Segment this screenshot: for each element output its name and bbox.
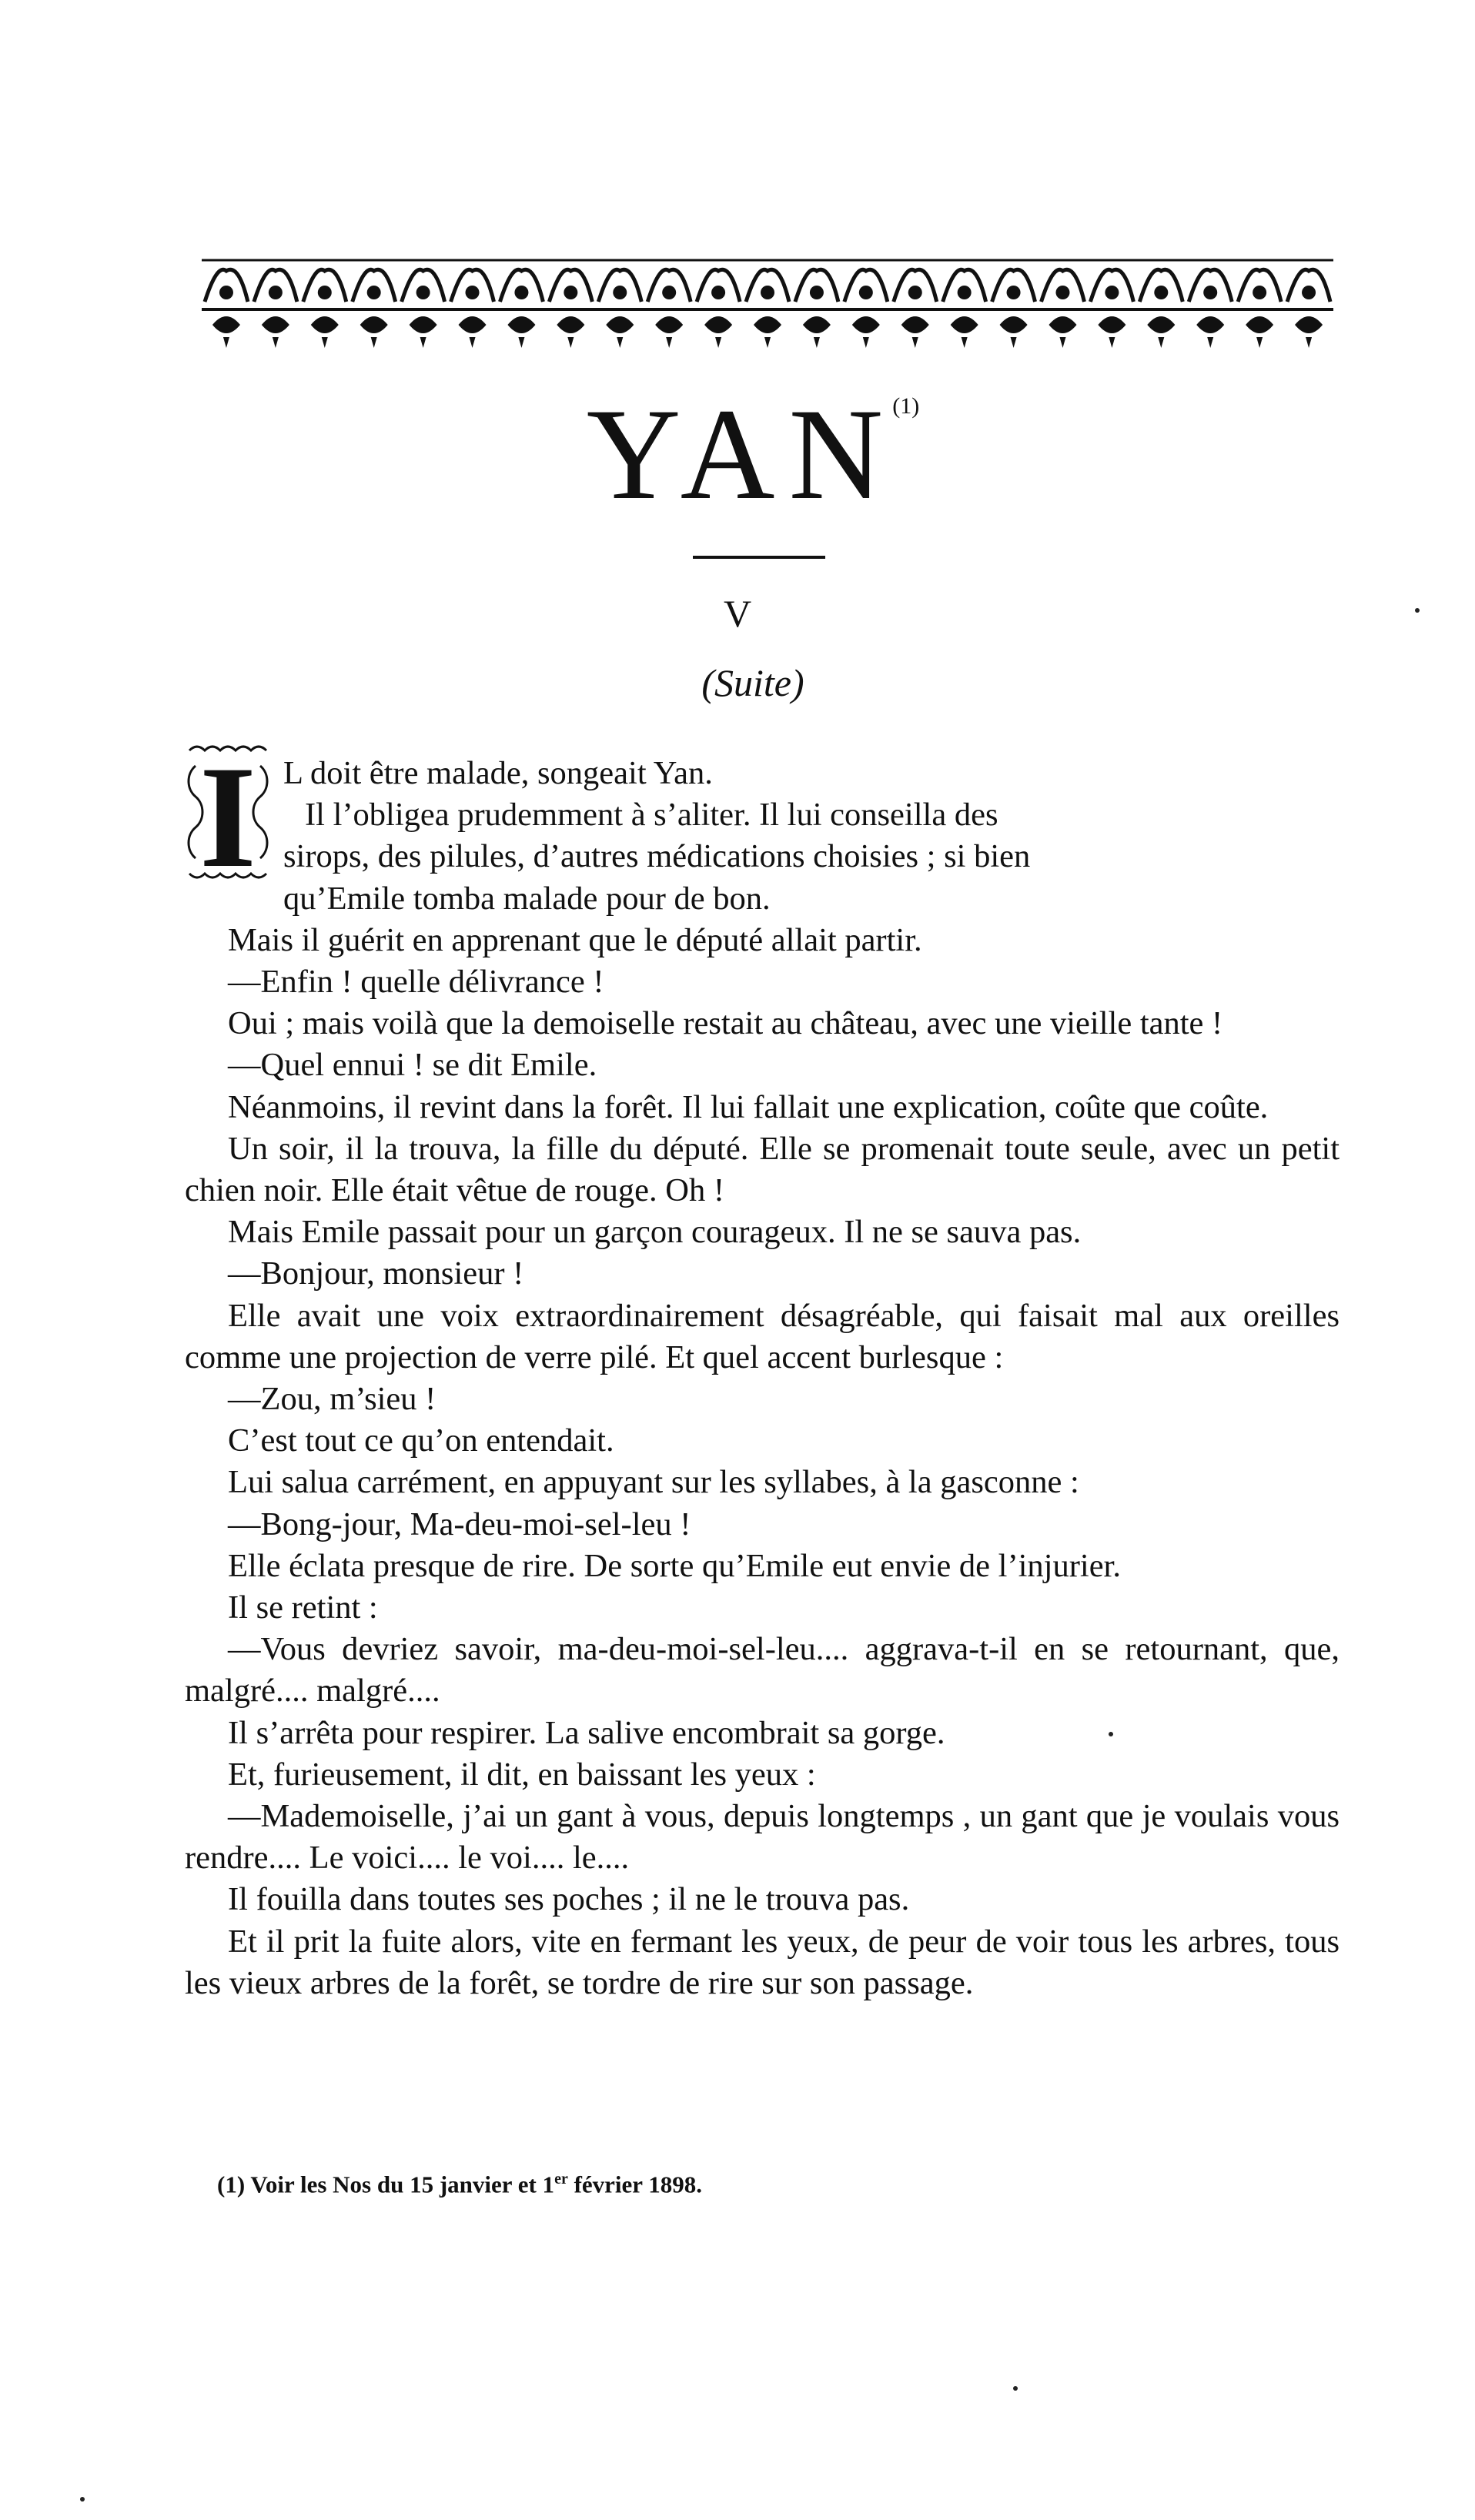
print-speck <box>80 2497 85 2502</box>
ornament-bead <box>416 286 430 299</box>
ornament-bead <box>219 286 233 299</box>
ornament-leaf <box>754 316 781 348</box>
ornament-bead <box>1007 286 1021 299</box>
print-speck <box>1013 2386 1018 2391</box>
paragraph: sirops, des pilules, d’autres médications choisies ; si bien <box>283 838 1031 875</box>
paragraph: Lui salua carrément, en appuyant sur les syllabes, à la gasconne : <box>228 1464 1079 1501</box>
chapter-number: V <box>723 592 752 635</box>
ornament-leaf <box>852 316 880 348</box>
paragraph: —Enfin ! quelle délivrance ! <box>228 964 604 1001</box>
ornament-bead <box>564 286 577 299</box>
ornament-leaf <box>360 316 388 348</box>
paragraph: Mais Emile passait pour un garçon courageux. Il ne se sauva pas. <box>228 1214 1082 1251</box>
footnote-text-end: février 1898. <box>567 2171 702 2198</box>
ornament-leaf <box>557 316 584 348</box>
footnote-text: Voir les Nos du 15 janvier et 1 <box>250 2171 555 2198</box>
paragraph: Néanmoins, il revint dans la forêt. Il lui fallait une explication, coûte que coûte. <box>228 1088 1269 1125</box>
ornament-leaf <box>410 316 437 348</box>
paragraph: Il l’obligea prudemment à s’aliter. Il lui conseilla des <box>305 797 998 834</box>
ornament-leaf <box>1295 316 1323 348</box>
paragraph: Mais il guérit en apprenant que le député allait partir. <box>228 921 922 958</box>
ornament-leaf <box>704 316 732 348</box>
ornament-leaf <box>311 316 339 348</box>
ornament-bead <box>810 286 824 299</box>
paragraph: —Mademoiselle, j’ai un gant à vous, depuis longtemps , un gant que je voulais vous rendre.... Le voici.... le voi.... le.... <box>185 1798 1340 1877</box>
ornament-leaf <box>1196 316 1224 348</box>
footnote-superscript: er <box>554 2171 568 2187</box>
ornament-bead <box>711 286 725 299</box>
title-divider <box>693 556 825 559</box>
ornament-bead <box>1154 286 1168 299</box>
paragraph: qu’Emile tomba malade pour de bon. <box>283 880 771 917</box>
page-title <box>0 382 1475 526</box>
ornament-leaf <box>1246 316 1273 348</box>
ornament-bead <box>1055 286 1069 299</box>
footnote-mark: (1) <box>217 2171 246 2198</box>
footnote <box>217 2171 702 2198</box>
ornament-leaf <box>507 316 535 348</box>
ornament-bead <box>1302 286 1316 299</box>
title-footnote-mark: (1) <box>892 393 920 419</box>
ornament-leaf <box>459 316 487 348</box>
print-speck <box>1109 1732 1113 1736</box>
subtitle-text: (Suite) <box>701 661 804 704</box>
ornament-bead <box>662 286 676 299</box>
story-body <box>185 753 1340 2004</box>
paragraph: Il fouilla dans toutes ses poches ; il ne le trouva pas. <box>228 1881 910 1918</box>
chapter-subtitle <box>0 660 1475 705</box>
ornament-bead <box>859 286 873 299</box>
paragraph: Il s’arrêta pour respirer. La salive encombrait sa gorge. <box>228 1714 945 1751</box>
ornament-bead <box>269 286 283 299</box>
paragraph: —Zou, m’sieu ! <box>228 1381 436 1418</box>
dropcap-letter: I <box>199 743 256 881</box>
ornament-leaf <box>1000 316 1028 348</box>
ornament-leaf <box>1147 316 1175 348</box>
ornament-bead <box>1203 286 1217 299</box>
ornament-bead <box>1105 286 1119 299</box>
paragraph: Elle éclata presque de rire. De sorte qu’Emile eut envie de l’injurier. <box>228 1547 1121 1584</box>
paragraph: Et, furieusement, il dit, en baissant les yeux : <box>228 1756 816 1793</box>
title-text: YAN <box>586 382 898 526</box>
paragraph: Il se retint : <box>228 1589 378 1626</box>
paragraph: Et il prit la fuite alors, vite en fermant les yeux, de peur de voir tous les arbres, tous les vieux arbres de la forêt, se tordre de rire sur son passage. <box>185 1923 1340 2001</box>
paragraph: Oui ; mais voilà que la demoiselle restait au château, avec une vieille tante ! <box>228 1005 1223 1042</box>
paragraph: —Bonjour, monsieur ! <box>228 1255 524 1292</box>
ornament-bead <box>466 286 480 299</box>
ornament-bead <box>318 286 332 299</box>
ornament-bead <box>761 286 774 299</box>
paragraph: Elle avait une voix extraordinairement désagréable, qui faisait mal aux oreilles comme une projection de verre pilé. Et quel accent burlesque : <box>185 1297 1340 1375</box>
ornament-bead <box>367 286 381 299</box>
paragraph: C’est tout ce qu’on entendait. <box>228 1422 614 1459</box>
ornamental-header-band <box>202 254 1333 354</box>
ornament-bead <box>514 286 528 299</box>
ornament-leaf <box>262 316 289 348</box>
ornament-bead <box>613 286 627 299</box>
ornament-leaf <box>951 316 978 348</box>
ornament-leaf <box>606 316 634 348</box>
paragraph: —Vous devriez savoir, ma-deu-moi-sel-leu.... aggrava-t-il en se retournant, que, malgré.... malgré.... <box>185 1631 1340 1710</box>
paragraph: L doit être malade, songeait Yan. <box>283 755 713 791</box>
ornament-leaf <box>1098 316 1125 348</box>
ornament-leaf <box>655 316 683 348</box>
print-speck <box>1415 608 1420 613</box>
ornament-bead <box>1253 286 1266 299</box>
ornament-bead <box>958 286 972 299</box>
paragraph: —Quel ennui ! se dit Emile. <box>228 1047 597 1084</box>
ornament-leaf <box>212 316 240 348</box>
ornament-leaf <box>1049 316 1076 348</box>
ornament-bead <box>908 286 922 299</box>
ornament-leaf <box>803 316 831 348</box>
ornament-leaf <box>901 316 929 348</box>
paragraph: Un soir, il la trouva, la fille du député. Elle se promenait toute seule, avec un petit chien noir. Elle était vêtue de rouge. Oh ! <box>185 1130 1340 1209</box>
paragraph: —Bong-jour, Ma-deu-moi-sel-leu ! <box>228 1506 691 1542</box>
